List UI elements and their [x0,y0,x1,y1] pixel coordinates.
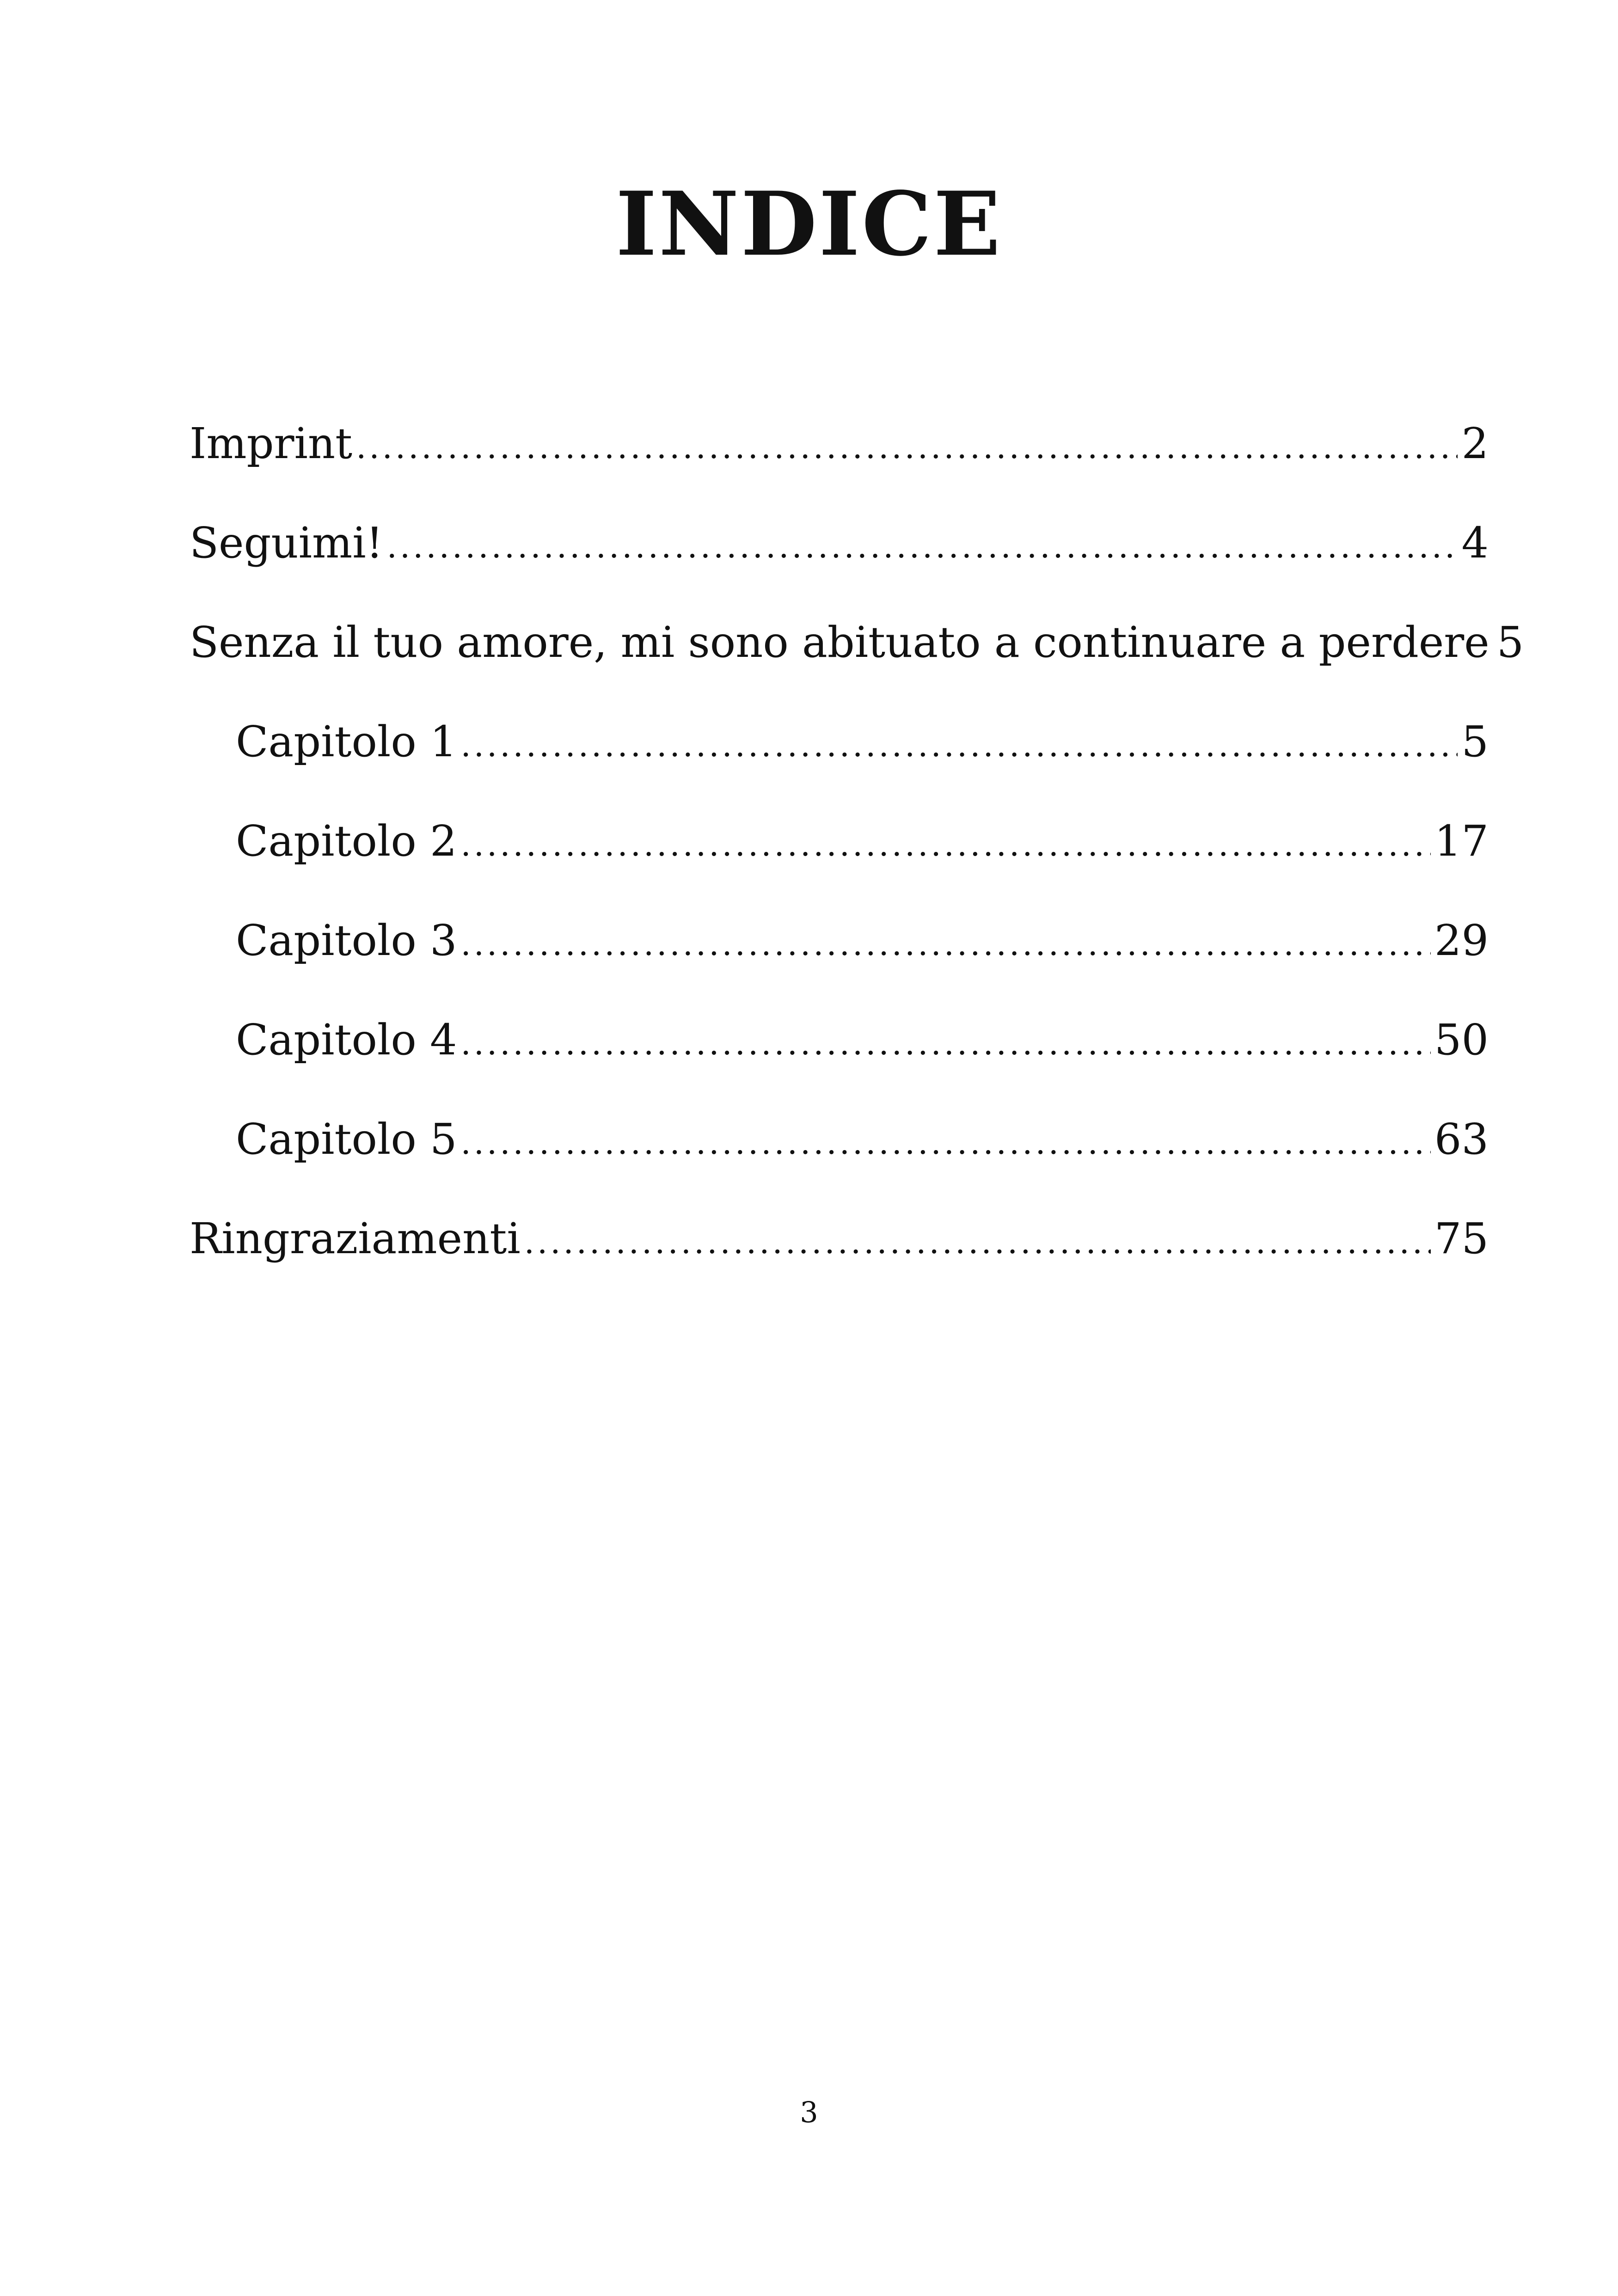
toc-entry-capitolo-1[interactable] [236,705,1489,779]
toc-entry-page: 50 [1434,1015,1489,1065]
page-title: INDICE [615,172,1003,276]
toc-entry-label: Capitolo 4 [236,1015,457,1065]
toc-entry-seguimi[interactable] [190,506,1489,580]
toc-dot-leader [461,808,1431,882]
toc-entry-label: Capitolo 3 [236,916,457,965]
toc-entry-page: 5 [1496,618,1524,667]
toc-entry-page: 63 [1434,1114,1489,1164]
toc-entry-page: 5 [1461,717,1489,766]
toc-entry-senza-il-tuo-amore[interactable] [190,606,1524,680]
toc-entry-capitolo-2[interactable] [236,804,1489,878]
toc-dot-leader [356,410,1458,484]
toc-entry-page: 75 [1434,1214,1489,1263]
toc-entry-ringraziamenti[interactable] [190,1202,1489,1276]
toc-entry-capitolo-4[interactable] [236,1003,1489,1077]
toc-dot-leader [461,708,1458,782]
toc-entry-capitolo-3[interactable] [236,904,1489,978]
toc-entry-label: Capitolo 1 [236,717,457,766]
toc-entry-page: 2 [1461,419,1489,468]
toc-entry-label: Capitolo 2 [236,816,457,866]
toc-entry-page: 17 [1434,816,1489,866]
toc-dot-leader [461,1006,1431,1080]
toc-entry-page: 29 [1434,916,1489,965]
page-number: 3 [800,2095,818,2129]
toc-entry-capitolo-5[interactable] [236,1102,1489,1176]
toc-entry-label: Seguimi! [190,518,383,568]
toc-entry-label: Imprint [190,419,353,468]
toc-dot-leader [387,509,1458,583]
toc-entry-imprint[interactable] [190,407,1489,481]
toc-dot-leader [461,1106,1431,1180]
toc-dot-leader [524,1205,1431,1279]
toc-dot-leader [461,907,1431,981]
toc-entry-label: Ringraziamenti [190,1214,521,1263]
toc-entry-label: Senza il tuo amore, mi sono abituato a continuare a perdere [190,618,1489,667]
toc-entry-label: Capitolo 5 [236,1114,457,1164]
toc-entry-page: 4 [1461,518,1489,568]
